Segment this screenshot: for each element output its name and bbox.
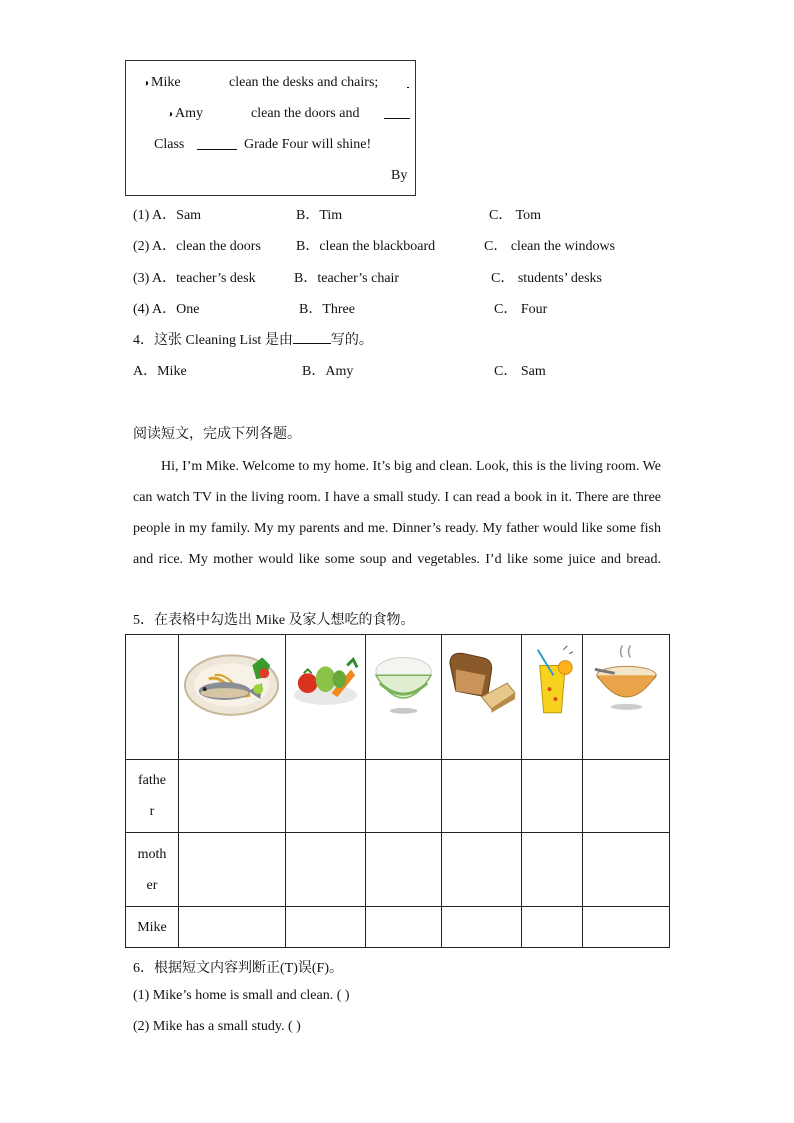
q4-blank xyxy=(293,331,331,344)
check-cell[interactable] xyxy=(366,760,442,833)
rice-cell xyxy=(366,635,442,760)
cleaning-list-line-2 xyxy=(167,106,203,122)
fish-cell xyxy=(179,635,286,760)
q4-option-a: A．Mike xyxy=(133,364,187,379)
q6-item-1: (1) Mike’s home is small and clean. ( ) xyxy=(133,988,350,1003)
option-row-1-a: (1) A．Sam xyxy=(133,208,202,223)
cleaning-list-line-1 xyxy=(143,75,181,91)
row-label-mike: Mike xyxy=(126,907,179,948)
bullet-icon: ◑ xyxy=(167,109,174,120)
option-row-1-b: B．Tim xyxy=(296,208,343,223)
bread-cell xyxy=(442,635,522,760)
bread-icon xyxy=(442,635,521,759)
option-row-3-a: (3) A．teacher’s desk xyxy=(133,271,256,286)
check-cell[interactable] xyxy=(286,907,366,948)
check-cell[interactable] xyxy=(583,907,670,948)
q4-prompt-before: 4．这张 Cleaning List 是由 xyxy=(133,333,293,348)
row-father xyxy=(126,760,670,833)
q4-option-b: B．Amy xyxy=(302,364,354,379)
cleaning-list-box xyxy=(125,60,416,196)
soup-icon xyxy=(583,635,669,759)
check-cell[interactable] xyxy=(179,760,286,833)
option-row-3-c: C． students’ desks xyxy=(491,271,602,286)
check-cell[interactable] xyxy=(442,760,522,833)
option-row-4-a: (4) A．One xyxy=(133,302,200,317)
blank-3 xyxy=(197,137,237,155)
option-row-3-b: B．teacher’s chair xyxy=(294,271,400,286)
juice-icon xyxy=(522,635,582,759)
option-row-4-c: C． Four xyxy=(494,302,548,317)
check-cell[interactable] xyxy=(366,907,442,948)
passage-paragraph: Hi, I’m Mike. Welcome to my home. It’s big and clean. Look, this is the living room. We can watch TV in the living room. I have a small study. I can read a book in it. There are three people in my family. My my parents and me. Dinner’s ready. My father would like some fish and rice. My mother would like some soup and vegetables. I’d like some juice and bread. xyxy=(133,459,661,567)
q4-prompt xyxy=(133,329,373,349)
option-row-4-b: B．Three xyxy=(299,302,355,317)
fish-icon xyxy=(179,635,285,759)
signature: By xyxy=(391,168,408,183)
food-header-row xyxy=(126,635,670,760)
check-cell[interactable] xyxy=(366,833,442,907)
q5-prompt: 5．在表格中勾选出 Mike 及家人想吃的食物。 xyxy=(133,613,415,628)
food-table xyxy=(125,634,670,948)
option-row-2-a: (2) A．clean the doors xyxy=(133,239,261,254)
option-row-2-b: B．clean the blackboard xyxy=(296,239,436,254)
blank-2 xyxy=(384,106,410,124)
reading-instruction: 阅读短文，完成下列各题。 xyxy=(133,427,301,442)
check-cell[interactable] xyxy=(179,833,286,907)
task-2: clean the doors and xyxy=(251,106,360,121)
check-cell[interactable] xyxy=(442,833,522,907)
q6-item-2: (2) Mike has a small study. ( ) xyxy=(133,1019,301,1034)
check-cell[interactable] xyxy=(522,907,583,948)
q4-option-c: C． Sam xyxy=(494,364,546,379)
soup-cell xyxy=(583,635,670,760)
bullet-icon: ◑ xyxy=(143,78,150,89)
row-label-mother: moth er xyxy=(126,833,179,907)
rice-icon xyxy=(366,635,441,759)
check-cell[interactable] xyxy=(522,760,583,833)
option-row-1-c: C． Tom xyxy=(489,208,542,223)
vegetables-icon xyxy=(286,635,365,759)
check-cell[interactable] xyxy=(583,760,670,833)
row-mother xyxy=(126,833,670,907)
option-row-2-c: C． clean the windows xyxy=(484,239,616,254)
check-cell[interactable] xyxy=(179,907,286,948)
q4-prompt-after: 写的。 xyxy=(330,333,373,348)
row-label-father: fathe r xyxy=(126,760,179,833)
juice-cell xyxy=(522,635,583,760)
vegetables-cell xyxy=(286,635,366,760)
check-cell[interactable] xyxy=(522,833,583,907)
q6-prompt: 6．根据短文内容判断正(T)误(F)。 xyxy=(133,961,343,976)
grade-four-text: Grade Four will shine! xyxy=(244,137,372,152)
check-cell[interactable] xyxy=(286,760,366,833)
name-amy: Amy xyxy=(175,106,204,121)
class-label: Class xyxy=(154,137,185,152)
check-cell[interactable] xyxy=(442,907,522,948)
corner-cell xyxy=(126,635,179,760)
blank-1 xyxy=(407,75,409,93)
reading-passage xyxy=(133,451,661,575)
check-cell[interactable] xyxy=(286,833,366,907)
row-mike xyxy=(126,907,670,948)
name-mike: Mike xyxy=(151,75,181,90)
task-1: clean the desks and chairs; xyxy=(229,75,379,90)
check-cell[interactable] xyxy=(583,833,670,907)
